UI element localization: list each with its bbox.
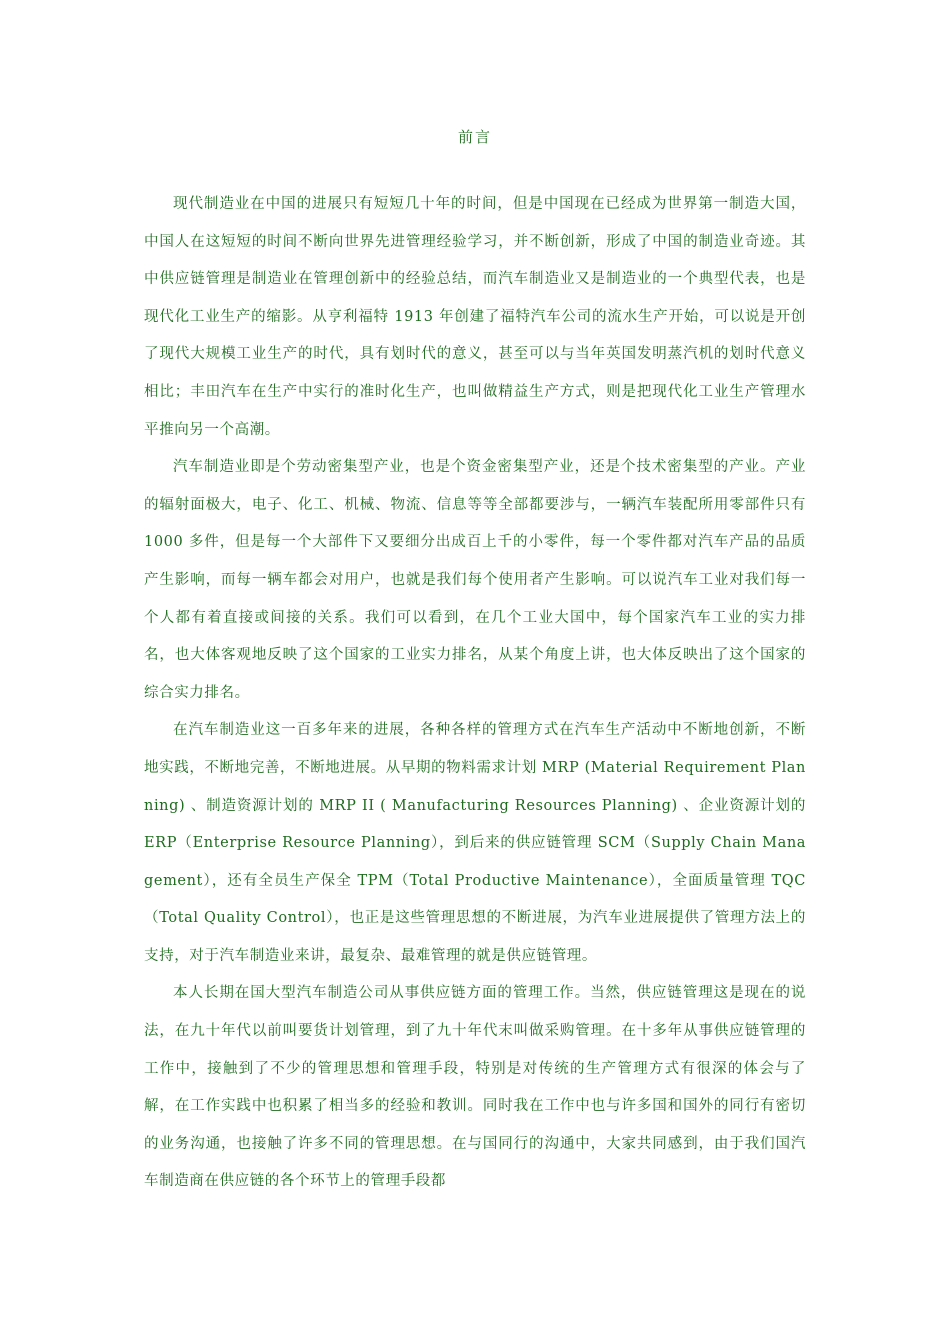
paragraph-1: 现代制造业在中国的进展只有短短几十年的时间，但是中国现在已经成为世界第一制造大国，中国人在这短短的时间不断向世界先进管理经验学习，并不断创新，形成了中国的制造业奇迹。其中供应链管理是制造业在管理创新中的经验总结，而汽车制造业又是制造业的一个典型代表，也是现代化工业生产的缩影。从亨利福特 1913 年创建了福特汽车公司的流水生产开始，可以说是开创了现代大规模工业生产的时代，具有划时代的意义，甚至可以与当年英国发明蒸汽机的划时代意义相比；丰田汽车在生产中实行的准时化生产，也叫做精益生产方式，则是把现代化工业生产管理水平推向另一个高潮。	[144, 196, 806, 438]
paragraph-4: 本人长期在国大型汽车制造公司从事供应链方面的管理工作。当然，供应链管理这是现在的说法，在九十年代以前叫要货计划管理，到了九十年代末叫做采购管理。在十多年从事供应链管理的工作中，接触到了不少的管理思想和管理手段，特别是对传统的生产管理方式有很深的体会与了解，在工作实践中也积累了相当多的经验和教训。同时我在工作中也与许多国和国外的同行有密切的业务沟通，也接触了许多不同的管理思想。在与国同行的沟通中，大家共同感到，由于我们国汽车制造商在供应链的各个环节上的管理手段都	[144, 985, 806, 1190]
paragraph-3: 在汽车制造业这一百多年来的进展，各种各样的管理方式在汽车生产活动中不断地创新，不断地实践，不断地完善，不断地进展。从早期的物料需求计划 MRP (Material Requirement Planning) 、制造资源计划的 MRP II ( Manufacturing Resources Planning) 、企业资源计划的 ERP（Enterprise Resource Planning），到后来的供应链管理 SCM（Supply Chain Management），还有全员生产保全 TPM（Total Productive Maintenance），全面质量管理 TQC（Total Quality Control），也正是这些管理思想的不断进展，为汽车业进展提供了管理方法上的支持，对于汽车制造业来讲，最复杂、最难管理的就是供应链管理。	[144, 722, 806, 964]
page-title: 前言	[457, 128, 492, 146]
paragraph-2: 汽车制造业即是个劳动密集型产业，也是个资金密集型产业，还是个技术密集型的产业。产业的辐射面极大，电子、化工、机械、物流、信息等等全部都要涉与，一辆汽车装配所用零部件只有 1000 多件，但是每一个大部件下又要细分出成百上千的小零件，每一个零件都对汽车产品的品质产生影响，而每一辆车都会对用户，也就是我们每个使用者产生影响。可以说汽车工业对我们每一个人都有着直接或间接的关系。我们可以看到，在几个工业大国中，每个国家汽车工业的实力排名，也大体客观地反映了这个国家的工业实力排名，从某个角度上讲，也大体反映出了这个国家的综合实力排名。	[144, 459, 806, 701]
document-body	[144, 186, 806, 1201]
